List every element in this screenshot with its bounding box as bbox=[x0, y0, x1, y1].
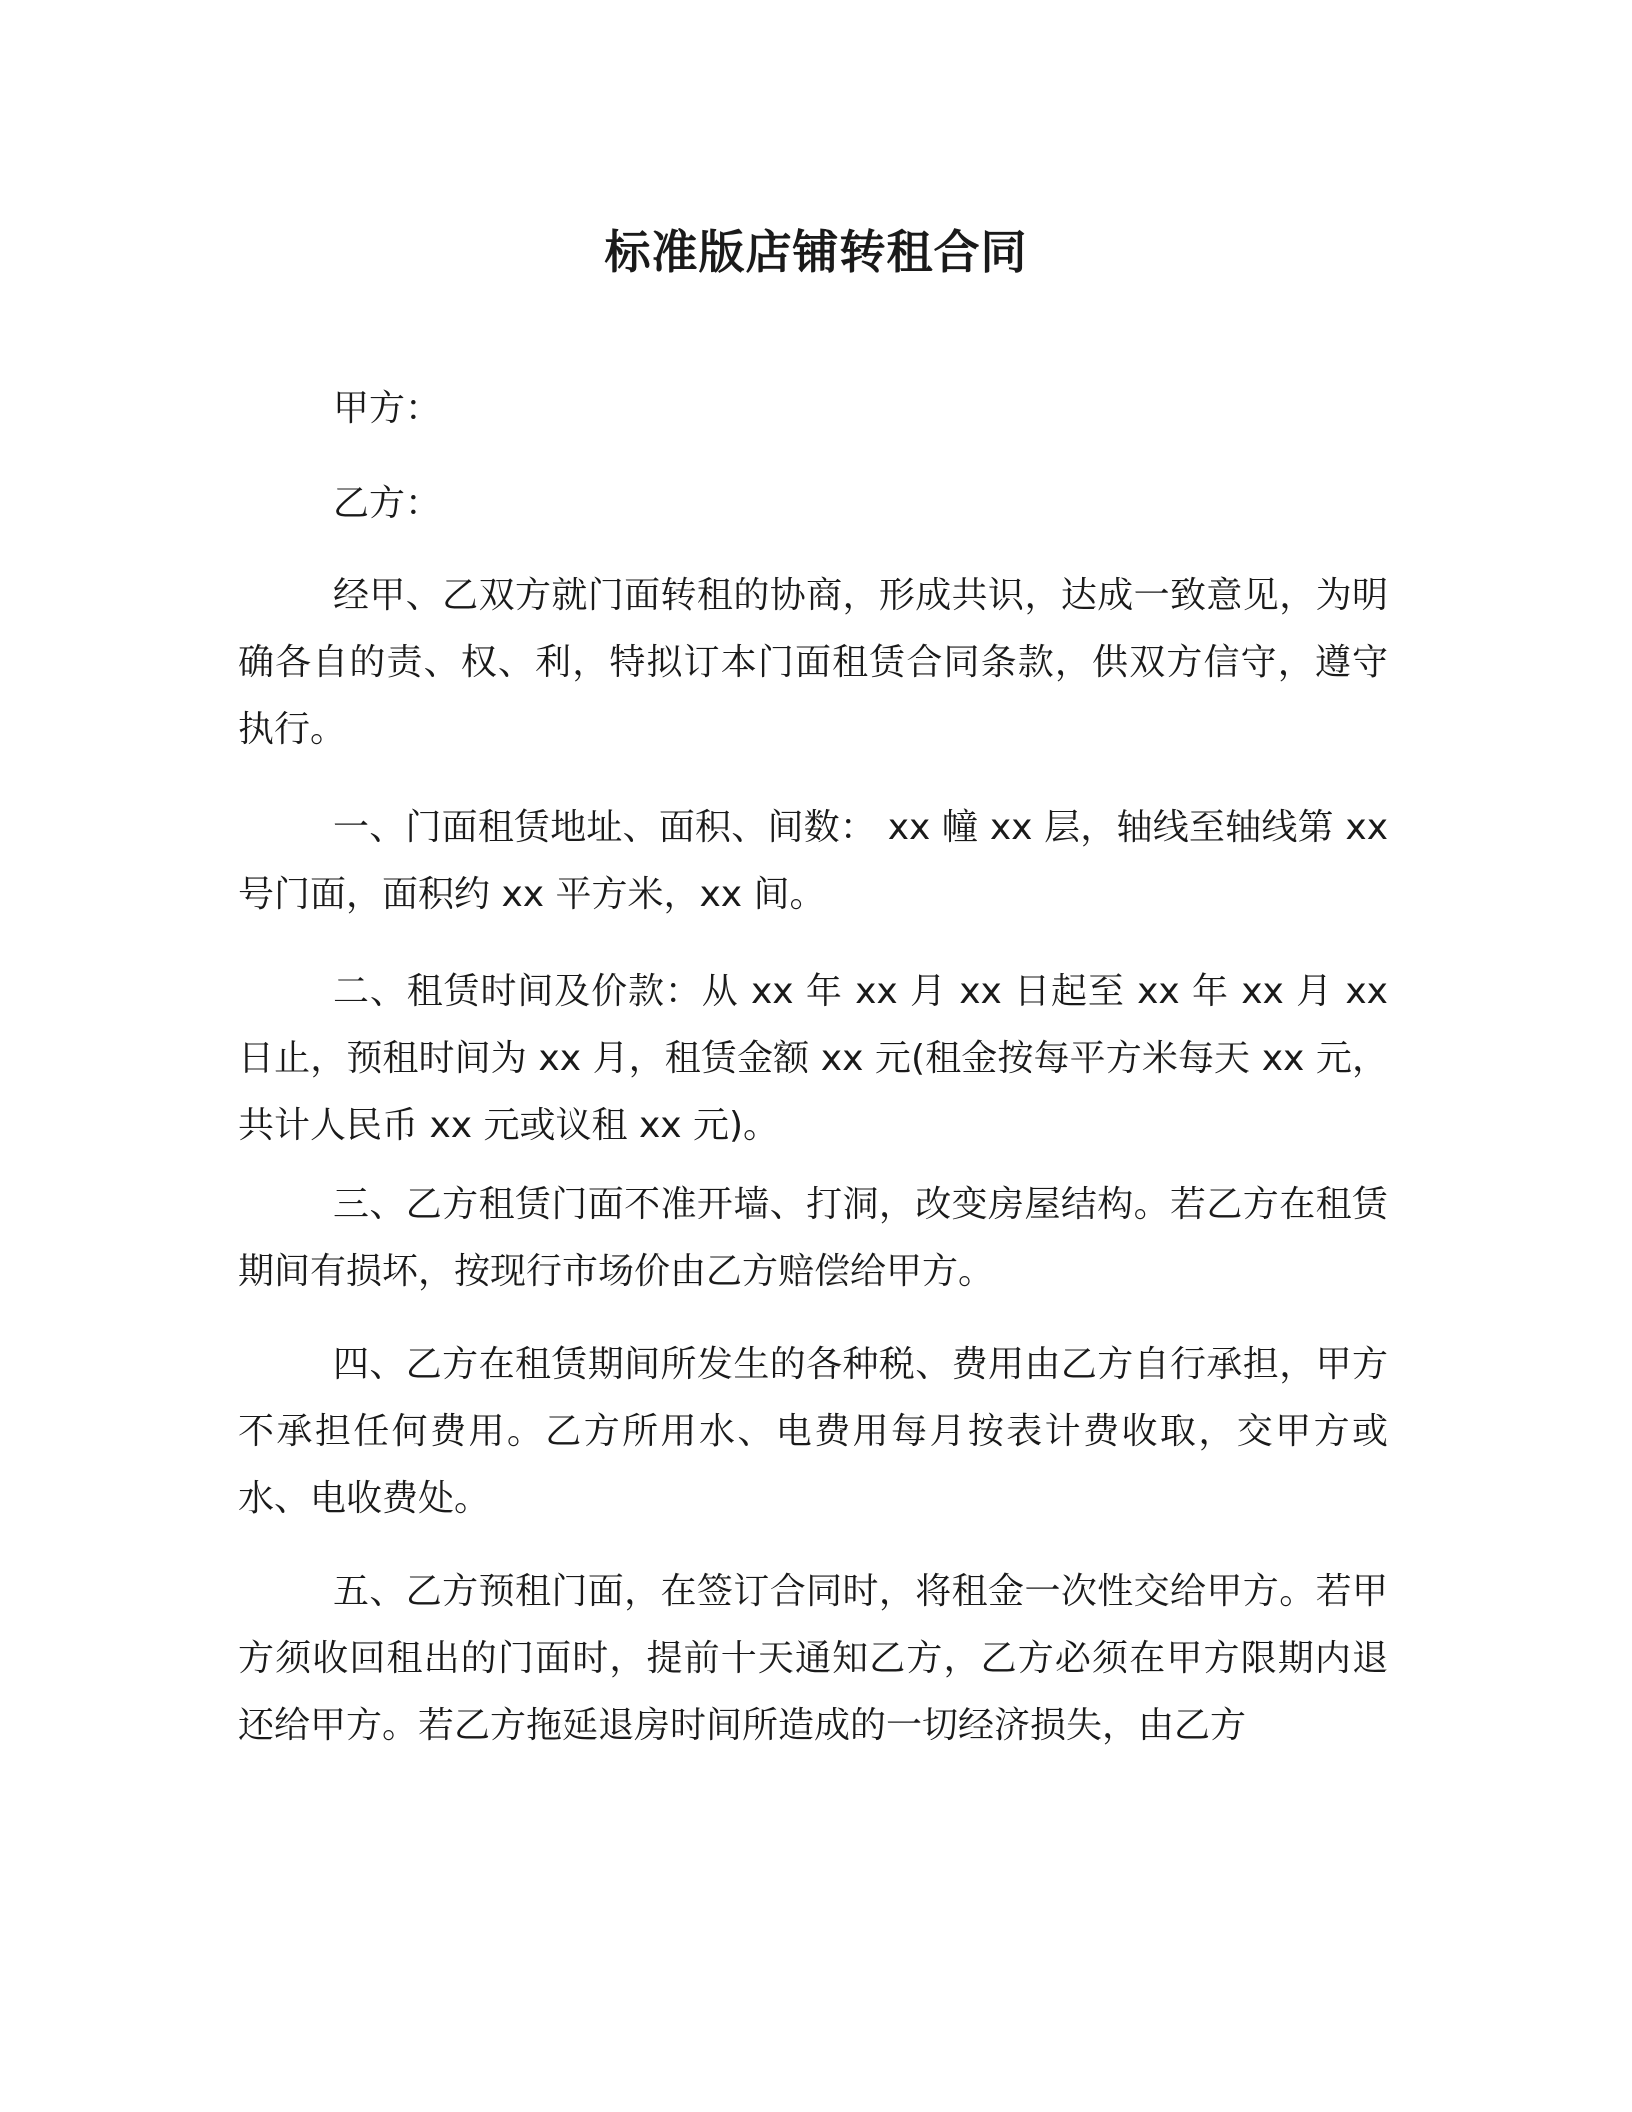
clause-5-paragraph: 五、乙方预租门面，在签订合同时，将租金一次性交给甲方。若甲方须收回租出的门面时，提前十天通知乙方，乙方必须在甲方限期内退还给甲方。若乙方拖延退房时间所造成的一切经济损失，由乙方 bbox=[238, 1571, 1388, 1746]
party-b-label: 乙方： bbox=[333, 483, 442, 524]
clause-4-paragraph: 四、乙方在租赁期间所发生的各种税、费用由乙方自行承担，甲方不承担任何费用。乙方所用水、电费用每月按表计费收取，交甲方或水、电收费处。 bbox=[238, 1344, 1388, 1519]
party-a-label: 甲方： bbox=[333, 388, 442, 429]
clause-2-paragraph: 二、租赁时间及价款：从 xx 年 xx 月 xx 日起至 xx 年 xx 月 xx 日止，预租时间为 xx 月，租赁金额 xx 元(租金按每平方米每天 xx 元，共计人民币 xx 元或议租 xx 元)。 bbox=[238, 971, 1388, 1146]
clause-3-paragraph: 三、乙方租赁门面不准开墙、打洞，改变房屋结构。若乙方在租赁期间有损坏，按现行市场价由乙方赔偿给甲方。 bbox=[238, 1184, 1388, 1292]
document-title: 标准版店铺转租合同 bbox=[604, 225, 1028, 279]
clause-1-paragraph: 一、门面租赁地址、面积、间数： xx 幢 xx 层，轴线至轴线第 xx 号门面，面积约 xx 平方米，xx 间。 bbox=[238, 807, 1388, 915]
intro-paragraph: 经甲、乙双方就门面转租的协商，形成共识，达成一致意见，为明确各自的责、权、利，特拟订本门面租赁合同条款，供双方信守，遵守执行。 bbox=[238, 575, 1388, 750]
